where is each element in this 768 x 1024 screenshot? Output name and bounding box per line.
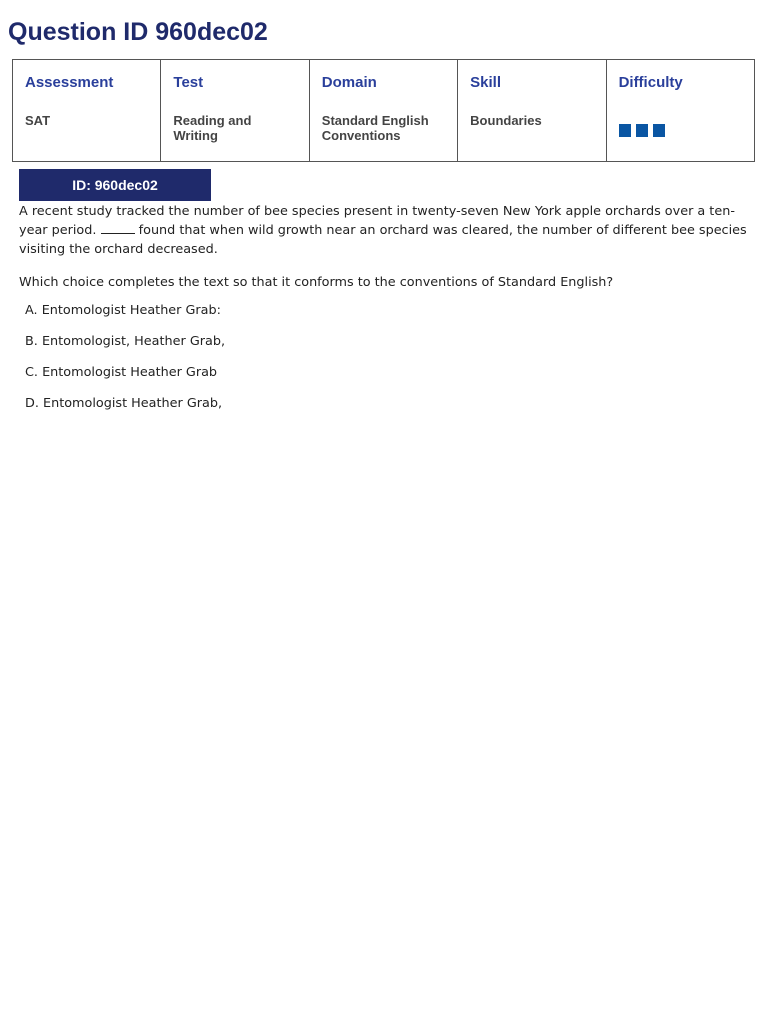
choice-text: Entomologist Heather Grab bbox=[42, 365, 218, 380]
domain-value: Standard English Conventions bbox=[321, 113, 429, 143]
passage-after-blank: found that when wild growth near an orchard was cleared, the number of different bee species visiting the orchard decreased. bbox=[19, 223, 747, 257]
choice-b[interactable] bbox=[25, 332, 225, 363]
difficulty-indicator bbox=[619, 124, 742, 137]
passage-before-blank: A recent study tracked the number of bee species present in twenty-seven New York apple orchards over a ten-year period. bbox=[19, 204, 735, 238]
question-meta-table bbox=[12, 59, 755, 162]
question-prompt: Which choice completes the text so that it conforms to the conventions of Standard English? bbox=[19, 275, 614, 290]
choice-a[interactable] bbox=[25, 301, 225, 332]
difficulty-bar bbox=[636, 124, 648, 137]
page-title: Question ID 960dec02 bbox=[8, 18, 268, 46]
choice-letter: A. bbox=[25, 303, 38, 318]
assessment-value: SAT bbox=[25, 113, 51, 128]
difficulty-header: Difficulty bbox=[618, 74, 683, 91]
answer-choices bbox=[25, 301, 225, 425]
skill-header: Skill bbox=[470, 74, 502, 91]
choice-letter: D. bbox=[25, 396, 39, 411]
difficulty-cell bbox=[606, 60, 754, 162]
difficulty-bar bbox=[619, 124, 631, 137]
choice-letter: B. bbox=[25, 334, 38, 349]
test-value: Reading and Writing bbox=[173, 113, 252, 143]
test-cell bbox=[161, 60, 309, 162]
assessment-cell bbox=[13, 60, 161, 162]
choice-text: Entomologist, Heather Grab, bbox=[41, 334, 226, 349]
choice-letter: C. bbox=[25, 365, 39, 380]
choice-text: Entomologist Heather Grab, bbox=[43, 396, 223, 411]
passage-text bbox=[19, 202, 749, 259]
answer-blank bbox=[101, 221, 135, 234]
skill-cell bbox=[458, 60, 606, 162]
domain-header: Domain bbox=[321, 74, 377, 91]
choice-text: Entomologist Heather Grab: bbox=[41, 303, 221, 318]
choice-d[interactable] bbox=[25, 394, 225, 425]
skill-value: Boundaries bbox=[470, 113, 542, 128]
question-id-banner: ID: 960dec02 bbox=[19, 169, 211, 201]
choice-c[interactable] bbox=[25, 363, 225, 394]
domain-cell bbox=[309, 60, 457, 162]
test-header: Test bbox=[173, 74, 204, 91]
assessment-header: Assessment bbox=[25, 74, 114, 91]
difficulty-bar bbox=[653, 124, 665, 137]
